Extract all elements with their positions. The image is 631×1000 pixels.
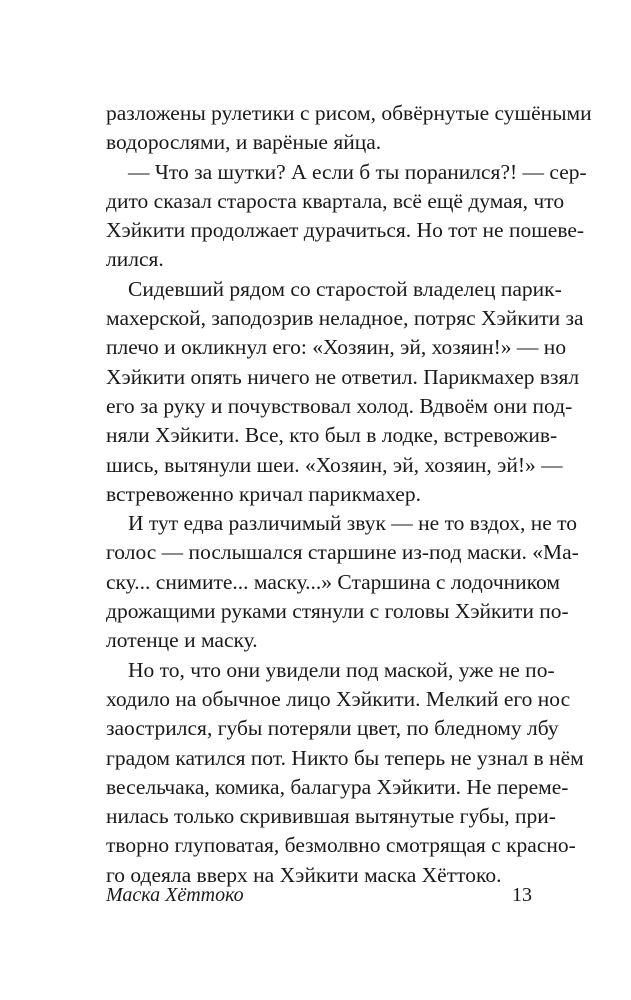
- text-line: И тут едва различимый звук — не то вздох, не то: [128, 511, 578, 536]
- text-line: нилась только скривившая вытянутые губы, при-: [106, 804, 556, 829]
- text-line: творно глуповатая, безмолвно смотрящая с красно-: [106, 833, 576, 858]
- page-footer: [106, 880, 532, 910]
- text-line: градом катился пот. Никто бы теперь не узнал в нём: [106, 745, 584, 770]
- text-line: встревоженно кричал парикмахер.: [106, 481, 421, 506]
- text-line: его за руку и почувствовал холод. Вдвоём они под-: [106, 393, 573, 418]
- text-line: Но то, что они увидели под маской, уже не по-: [128, 657, 555, 682]
- running-title: Маска Хёттоко: [106, 884, 244, 906]
- text-line: го одеяла вверх на Хэйкити маска Хёттоко.: [106, 862, 502, 887]
- text-line: водорослями, и варёные яйца.: [106, 130, 382, 155]
- text-line: лотенце и маску.: [106, 628, 258, 653]
- text-line: — Что за шутки? А если б ты поранился?! — сер-: [128, 159, 587, 184]
- text-line: разложены рулетики с рисом, обвёрнутые сушёными: [106, 101, 592, 125]
- page-number: 13: [512, 884, 532, 906]
- text-line: дито сказал староста квартала, всё ещё думая, что: [106, 188, 565, 213]
- text-line: весельчака, комика, балагура Хэйкити. Не переме-: [106, 774, 569, 799]
- text-line: шись, вытянули шеи. «Хозяин, эй, хозяин, эй!» —: [106, 452, 563, 477]
- text-line: ходило на обычное лицо Хэйкити. Мелкий его нос: [106, 686, 571, 711]
- text-line: дрожащими руками стянули с головы Хэйкити по-: [106, 599, 569, 624]
- text-line: голос — послышался старшине из-под маски. «Ма-: [106, 540, 579, 565]
- text-line: лился.: [106, 247, 164, 272]
- text-line: Сидевший рядом со старостой владелец парик-: [128, 276, 562, 301]
- text-line: ску... снимите... маску...» Старшина с лодочником: [106, 569, 560, 594]
- text-line: няли Хэйкити. Все, кто был в лодке, встревожив-: [106, 423, 558, 448]
- text-line: Хэйкити продолжает дурачиться. Но тот не пошеве-: [106, 218, 585, 243]
- text-line: Хэйкити опять ничего не ответил. Парикмахер взял: [106, 364, 580, 389]
- text-line: заострился, губы потеряли цвет, по бледному лбу: [106, 716, 559, 741]
- text-line: махерской, заподозрив неладное, потряс Хэйкити за: [106, 306, 584, 331]
- text-line: плечо и окликнул его: «Хозяин, эй, хозяин!» — но: [106, 335, 567, 360]
- body-text: [106, 99, 592, 890]
